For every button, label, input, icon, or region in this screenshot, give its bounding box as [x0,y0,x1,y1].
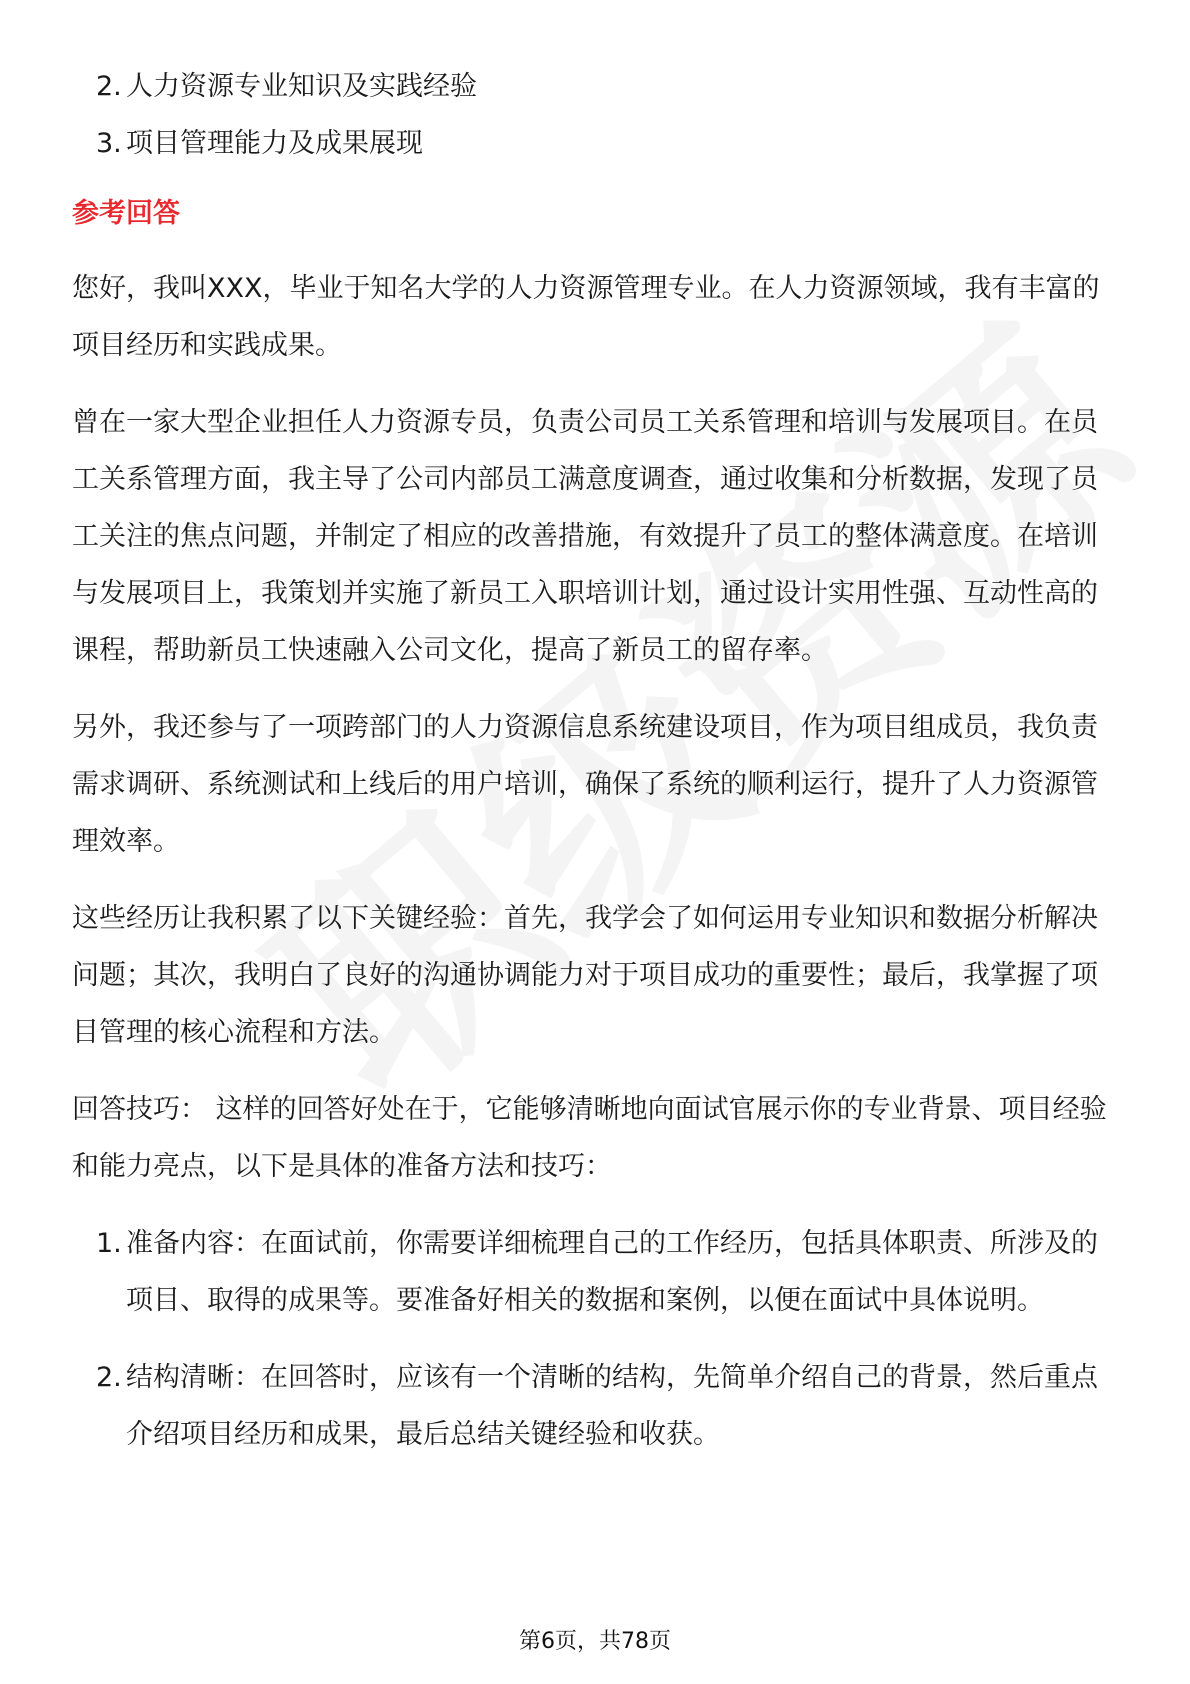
list-item-text: 人力资源专业知识及实践经验 [126,71,477,102]
list-item [72,58,1122,115]
paragraph-intro: 您好，我叫XXX，毕业于知名大学的人力资源管理专业。在人力资源领域，我有丰富的项目经历和实践成果。 [72,273,1100,361]
list-item-text: 准备内容：在面试前，你需要详细梳理自己的工作经历，包括具体职责、所涉及的项目、取得的成果等。要准备好相关的数据和案例，以便在面试中具体说明。 [126,1228,1098,1316]
list-item [72,115,1122,172]
list-number: 2. [96,71,122,102]
section-heading: 参考回答 [72,198,180,229]
list-number: 2. [96,1362,122,1393]
list-number: 1. [96,1228,122,1259]
paragraph-tips-intro: 回答技巧： 这样的回答好处在于，它能够清晰地向面试官展示你的专业背景、项目经验和能力亮点，以下是具体的准备方法和技巧： [72,1094,1107,1182]
list-item-text: 项目管理能力及成果展现 [126,128,423,159]
paragraph-lessons: 这些经历让我积累了以下关键经验：首先，我学会了如何运用专业知识和数据分析解决问题；其次，我明白了良好的沟通协调能力对于项目成功的重要性；最后，我掌握了项目管理的核心流程和方法。 [72,903,1098,1048]
list-item-text: 结构清晰：在回答时，应该有一个清晰的结构，先简单介绍自己的背景，然后重点介绍项目经历和成果，最后总结关键经验和收获。 [126,1362,1098,1450]
page-footer: 第6页，共78页 [519,1629,671,1654]
list-number: 3. [96,128,122,159]
paragraph-experience: 曾在一家大型企业担任人力资源专员，负责公司员工关系管理和培训与发展项目。在员工关系管理方面，我主导了公司内部员工满意度调查，通过收集和分析数据，发现了员工关注的焦点问题，并制定了相应的改善措施，有效提升了员工的整体满意度。在培训与发展项目上，我策划并实施了新员工入职培训计划，通过设计实用性强、互动性高的课程，帮助新员工快速融入公司文化，提高了新员工的留存率。 [72,407,1098,666]
document-body [72,58,1122,1483]
list-item [72,1349,1122,1463]
paragraph-project: 另外，我还参与了一项跨部门的人力资源信息系统建设项目，作为项目组成员，我负责需求调研、系统测试和上线后的用户培训，确保了系统的顺利运行，提升了人力资源管理效率。 [72,712,1098,857]
list-item [72,1215,1122,1329]
top-numbered-list [72,58,1122,172]
tips-numbered-list [72,1215,1122,1463]
